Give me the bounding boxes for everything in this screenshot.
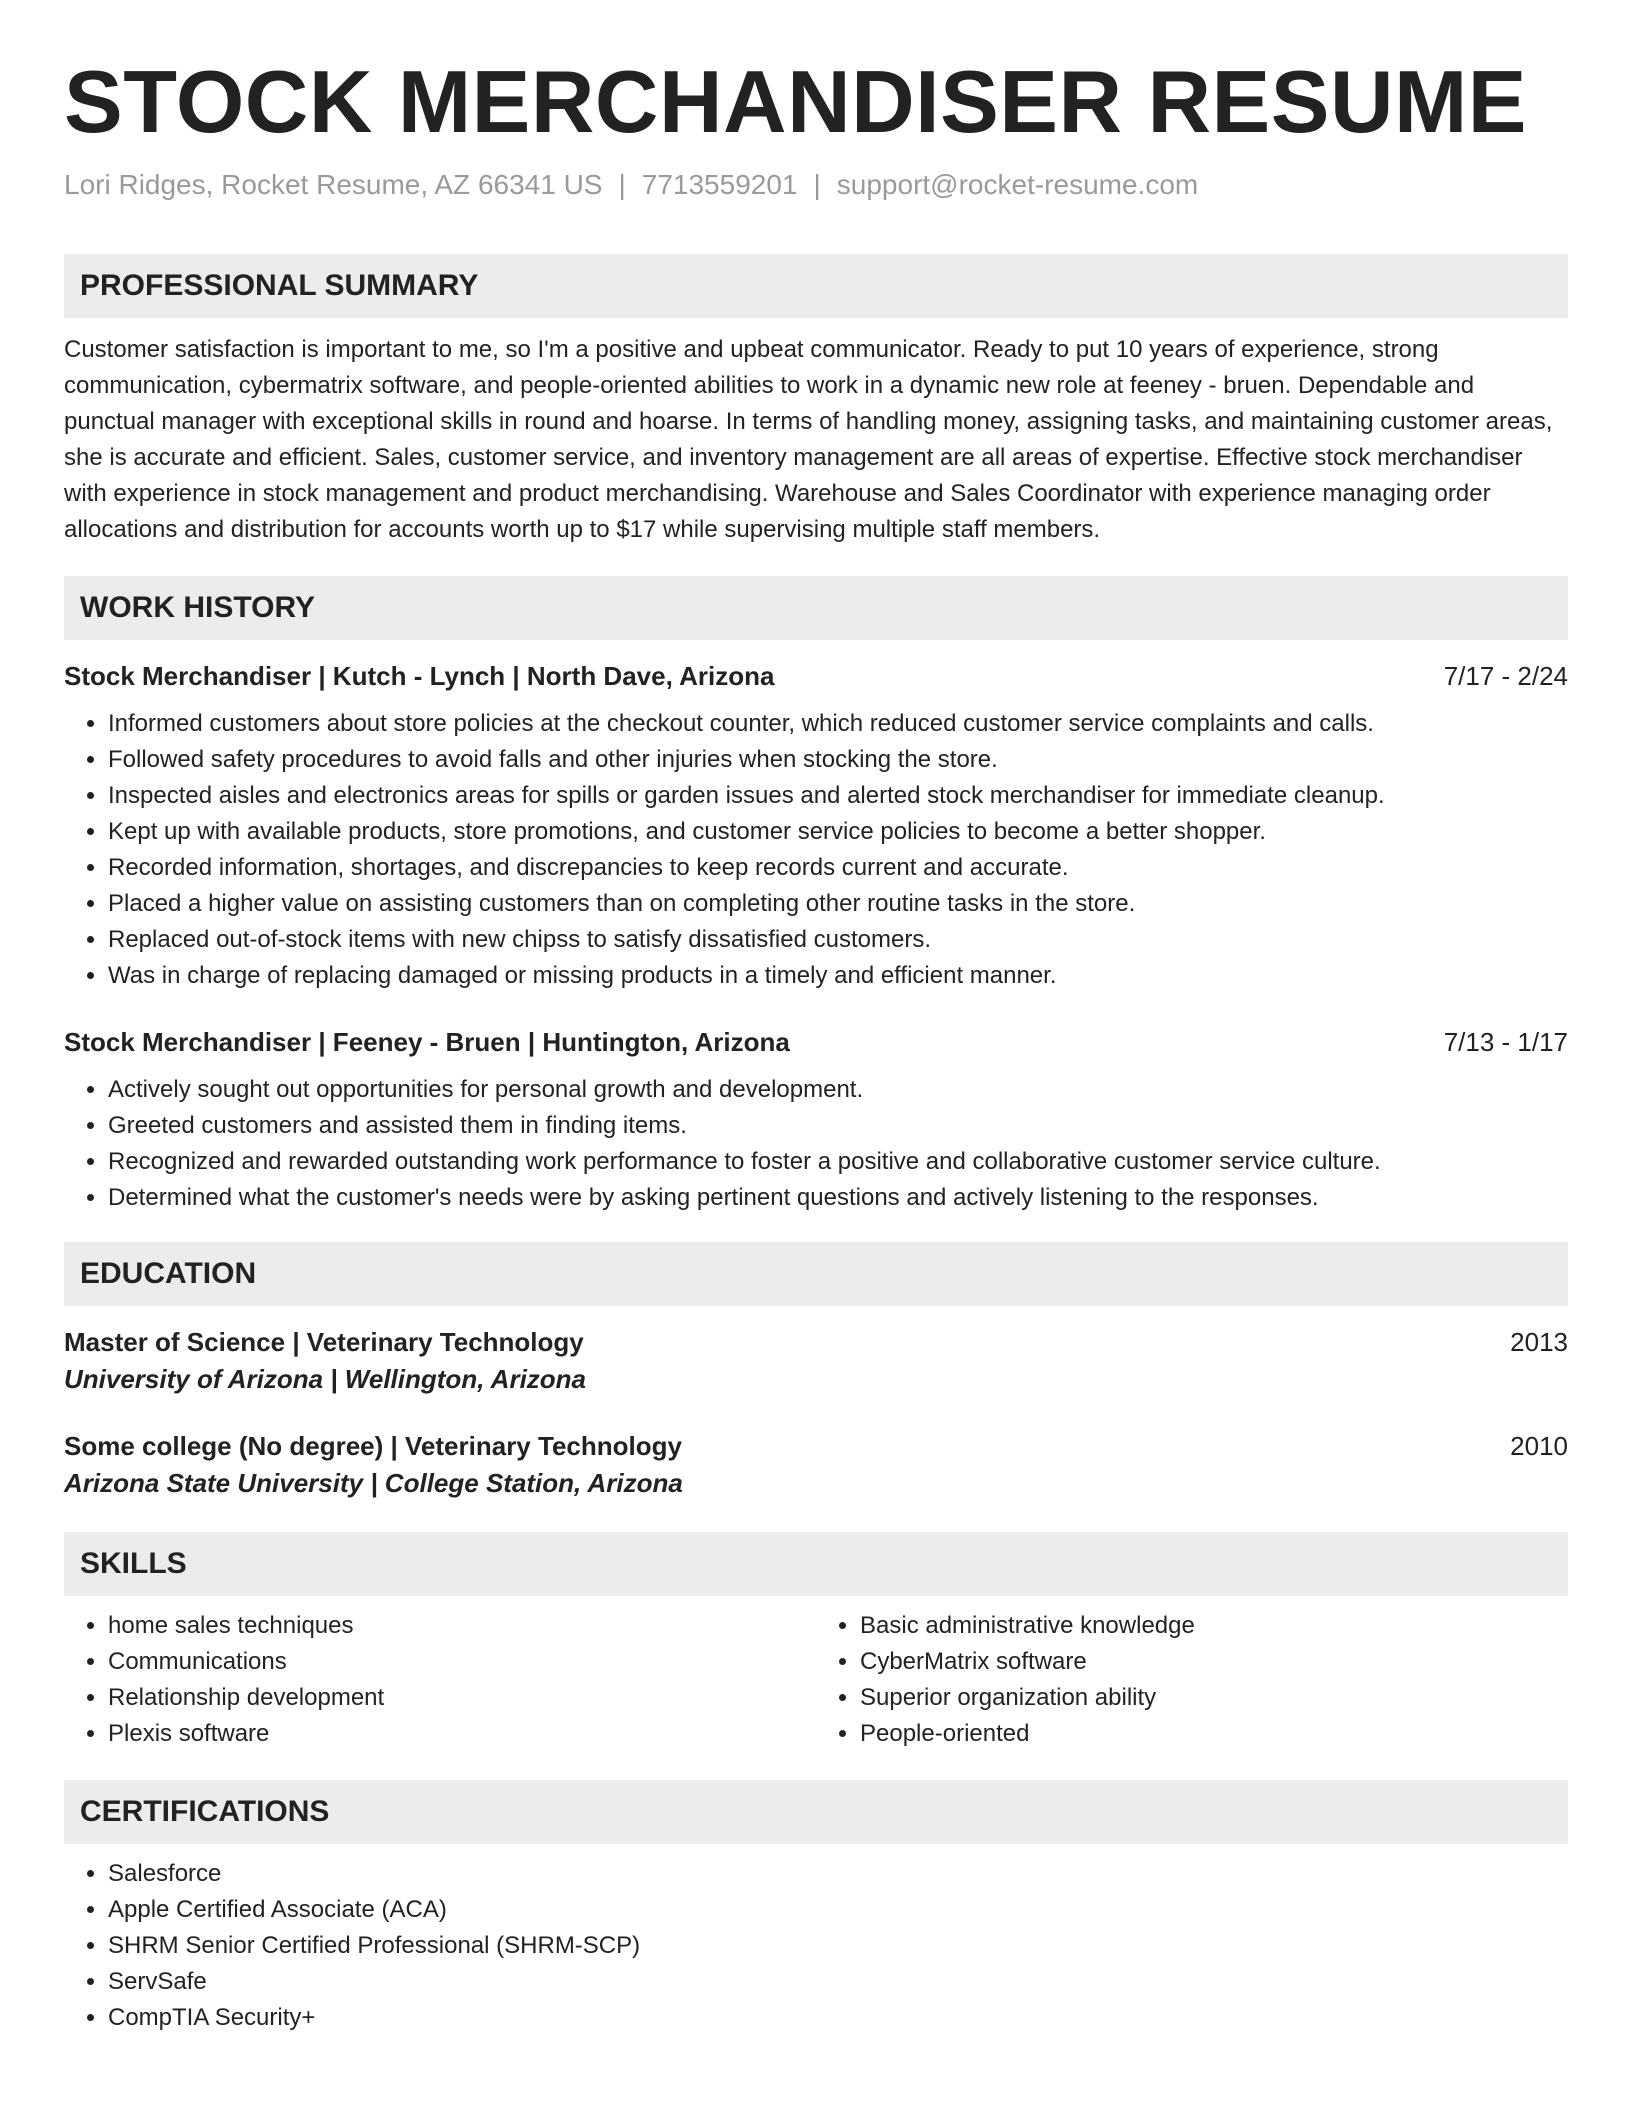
section-heading-summary: PROFESSIONAL SUMMARY [64,254,1568,318]
job-date: 7/17 - 2/24 [1443,660,1568,691]
skills-list-right [816,1608,1568,1752]
job-bullet: • Kept up with available products, store promotions, and customer service policies to become a better shopper. [108,814,1568,850]
certification-item: • ServSafe [108,1964,1568,2000]
job-bullet: • Determined what the customer's needs were by asking pertinent questions and actively listening to the responses. [108,1180,1568,1216]
section-heading-education: EDUCATION [64,1242,1568,1306]
certification-item: • Salesforce [108,1856,1568,1892]
education-degree: Master of Science | Veterinary Technology [64,1326,584,1357]
job-bullet: • Recognized and rewarded outstanding work performance to foster a positive and collaborative customer service culture. [108,1144,1568,1180]
job-bullet: • Actively sought out opportunities for personal growth and development. [108,1072,1568,1108]
job-bullet: • Greeted customers and assisted them in finding items. [108,1108,1568,1144]
skill-item: • People-oriented [860,1716,1568,1752]
skill-item: • Plexis software [108,1716,816,1752]
job-header [64,658,1568,694]
section-heading-work-history: WORK HISTORY [64,576,1568,640]
job-bullet: • Recorded information, shortages, and discrepancies to keep records current and accurate. [108,850,1568,886]
job-bullet: • Followed safety procedures to avoid falls and other injuries when stocking the store. [108,742,1568,778]
certification-item: • CompTIA Security+ [108,2000,1568,2036]
certification-item: • Apple Certified Associate (ACA) [108,1892,1568,1928]
contact-email: support@rocket-resume.com [836,169,1199,201]
job-bullet: • Placed a higher value on assisting customers than on completing other routine tasks in the store. [108,886,1568,922]
skill-item: • Basic administrative knowledge [860,1608,1568,1644]
job-bullet: • Inspected aisles and electronics areas for spills or garden issues and alerted stock merchandiser for immediate cleanup. [108,778,1568,814]
contact-address: Lori Ridges, Rocket Resume, AZ 66341 US [64,169,603,201]
education-header [64,1324,1568,1360]
education-entry [64,1324,1568,1398]
job-bullets [64,706,1568,994]
skill-item: • Communications [108,1644,816,1680]
job-title: Stock Merchandiser | Feeney - Bruen | Huntington, Arizona [64,1026,790,1057]
job-entry [64,658,1568,994]
skill-item: • Superior organization ability [860,1680,1568,1716]
job-header [64,1024,1568,1060]
contact-line [64,168,1568,202]
contact-separator: | [618,169,626,201]
skills-list-left [64,1608,816,1752]
job-bullet: • Replaced out-of-stock items with new chipss to satisfy dissatisfied customers. [108,922,1568,958]
skills-columns [64,1608,1568,1752]
section-heading-certifications: CERTIFICATIONS [64,1780,1568,1844]
education-year: 2013 [1510,1326,1568,1357]
job-date: 7/13 - 1/17 [1443,1026,1568,1057]
contact-phone: 7713559201 [641,169,798,201]
skill-item: • CyberMatrix software [860,1644,1568,1680]
education-school: University of Arizona | Wellington, Arizona [64,1363,587,1394]
skill-item: • home sales techniques [108,1608,816,1644]
certifications-list [64,1856,1568,2036]
job-bullet: • Informed customers about store policies at the checkout counter, which reduced customer service complaints and calls. [108,706,1568,742]
skill-item: • Relationship development [108,1680,816,1716]
education-year: 2010 [1510,1430,1568,1461]
education-entry [64,1428,1568,1502]
job-bullet: • Was in charge of replacing damaged or missing products in a timely and efficient manner. [108,958,1568,994]
summary-text: Customer satisfaction is important to me, so I'm a positive and upbeat communicator. Ready to put 10 years of experience, strong communication, cybermatrix software, and people-oriented abilities to work in a dynamic new role at feeney - bruen. Dependable and punctual manager with exceptional skills in round and hoarse. In terms of handling money, assigning tasks, and maintaining customer areas, she is accurate and efficient. Sales, customer service, and inventory management are all areas of expertise. Effective stock merchandiser with experience in stock management and product merchandising. Warehouse and Sales Coordinator with experience managing order allocations and distribution for accounts worth up to $17 while supervising multiple staff members. [64,335,1553,543]
education-degree: Some college (No degree) | Veterinary Technology [64,1430,682,1461]
contact-separator: | [813,169,821,201]
section-heading-skills: SKILLS [64,1532,1568,1596]
job-title: Stock Merchandiser | Kutch - Lynch | North Dave, Arizona [64,660,775,691]
job-bullets [64,1072,1568,1216]
job-entry [64,1024,1568,1216]
resume-title: STOCK MERCHANDISER RESUME [64,52,1527,151]
education-school: Arizona State University | College Station, Arizona [64,1467,683,1498]
certification-item: • SHRM Senior Certified Professional (SHRM-SCP) [108,1928,1568,1964]
education-header [64,1428,1568,1464]
